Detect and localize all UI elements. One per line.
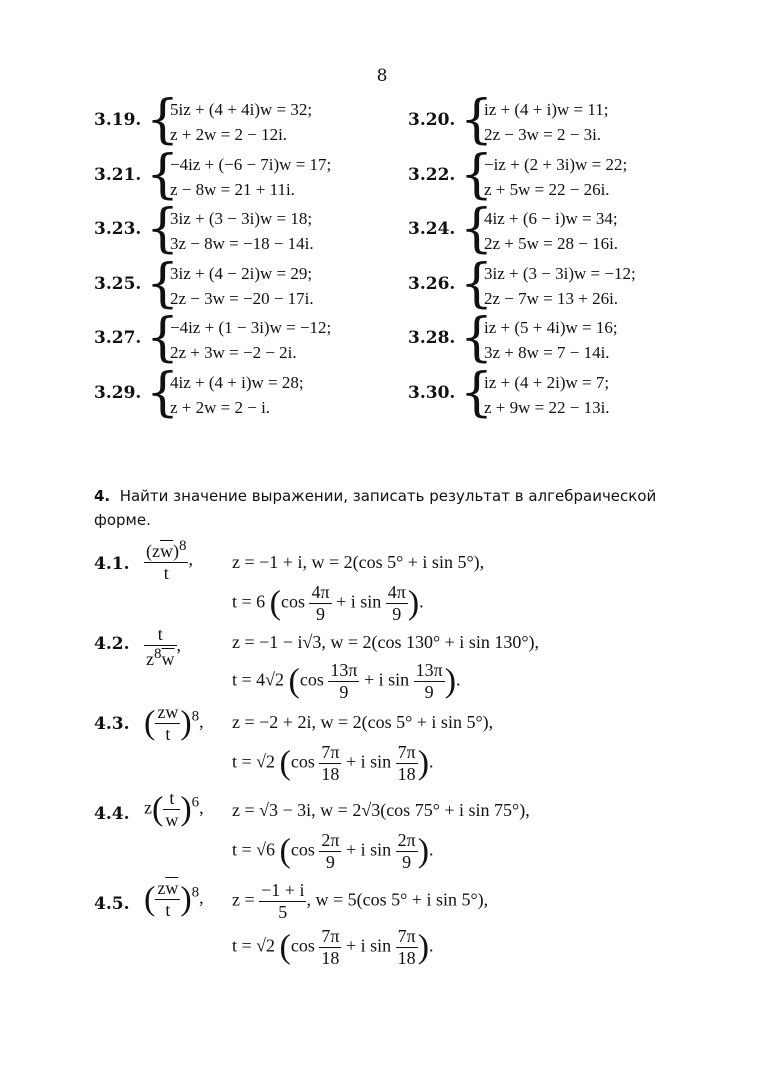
problem-number: 4.5. <box>94 894 130 914</box>
problem-given-zw: z = −2 + 2i, w = 2(cos 5° + i sin 5°), <box>232 712 494 732</box>
system-equation-2: z + 2w = 2 − i. <box>170 397 271 417</box>
system-number: 3.20. <box>408 110 456 130</box>
equation-system <box>408 253 708 314</box>
brace-symbol: { <box>146 144 180 205</box>
brace-symbol: { <box>460 308 494 368</box>
problem-given-zw: z = −1 − i√3, w = 2(cos 130° + i sin 130°), <box>232 632 540 652</box>
system-number: 3.27. <box>94 328 142 348</box>
problem-given-t: t = √6 (cos $\frac{2\pi}{9}$ + i sin $\frac{2\pi}{9}$ ). <box>232 830 434 872</box>
task-4-heading <box>94 484 674 532</box>
brace-symbol: { <box>460 253 494 314</box>
equation-system <box>408 308 708 368</box>
problem-given-t: t = √2 (cos $\frac{7\pi}{18}$ + i sin $\frac{7\pi}{18}$ ). <box>232 926 434 968</box>
brace-symbol: { <box>460 199 494 259</box>
system-equation-1: iz + (5 + 4i)w = 16; <box>484 318 618 337</box>
problem-expression: ( $\frac{z\overline{w}}{t}$ )$^8$, <box>144 878 204 920</box>
task-4-text: Найти значение выражении, записать результат в алгебраической форме. <box>94 487 657 529</box>
problem-4-1 <box>94 538 694 628</box>
system-equation-2: z + 9w = 22 − 13i. <box>484 397 610 417</box>
brace-symbol: { <box>146 253 180 314</box>
brace-symbol: { <box>146 199 180 259</box>
system-equation-2: z + 2w = 2 − 12i. <box>170 125 288 144</box>
brace-symbol: { <box>460 90 494 150</box>
system-equation-2: 2z − 7w = 13 + 26i. <box>484 288 619 308</box>
problem-4-2 <box>94 624 694 714</box>
equation-system <box>408 144 708 205</box>
equation-system <box>94 90 394 150</box>
system-equation-2: 2z + 3w = −2 − 2i. <box>170 343 297 362</box>
equation-system <box>94 253 394 314</box>
system-equation-1: −4iz + (−6 − 7i)w = 17; <box>170 154 332 174</box>
system-number: 3.21. <box>94 164 142 185</box>
problem-number: 4.4. <box>94 804 130 824</box>
problem-4-3 <box>94 704 694 794</box>
system-equation-2: 3z + 8w = 7 − 14i. <box>484 343 610 362</box>
system-equation-1: 3iz + (3 − 3i)w = 18; <box>170 209 313 228</box>
equation-system <box>408 362 708 423</box>
system-equation-1: 3iz + (3 − 3i)w = −12; <box>484 263 636 283</box>
system-number: 3.24. <box>408 219 456 239</box>
problem-4-4 <box>94 790 694 880</box>
system-equation-1: −4iz + (1 − 3i)w = −12; <box>170 318 332 337</box>
system-equation-1: 4iz + (4 + i)w = 28; <box>170 372 304 392</box>
brace-symbol: { <box>146 308 180 368</box>
problem-given-zw: z = $\frac{-1 + i}{5}$ , w = 5(cos 5° + i sin 5°), <box>232 880 489 922</box>
system-equation-1: iz + (4 + 2i)w = 7; <box>484 372 610 392</box>
system-equation-2: z − 8w = 21 + 11i. <box>170 179 295 199</box>
system-number: 3.30. <box>408 382 456 403</box>
system-equation-1: 3iz + (4 − 2i)w = 29; <box>170 263 313 283</box>
problem-given-t: t = 6 (cos $\frac{4\pi}{9}$ + i sin $\frac{4\pi}{9}$ ). <box>232 582 424 624</box>
problem-given-t: t = √2 (cos $\frac{7\pi}{18}$ + i sin $\frac{7\pi}{18}$ ). <box>232 742 434 784</box>
brace-symbol: { <box>460 362 494 423</box>
system-number: 3.29. <box>94 382 142 403</box>
problem-expression: ( $\frac{zw}{t}$ )$^8$, <box>144 702 204 744</box>
system-equation-1: −iz + (2 + 3i)w = 22; <box>484 154 628 174</box>
system-equation-2: 2z − 3w = 2 − 3i. <box>484 125 602 144</box>
system-number: 3.26. <box>408 273 456 294</box>
equation-system <box>408 199 708 259</box>
system-equation-2: 2z − 3w = −20 − 17i. <box>170 288 314 308</box>
brace-symbol: { <box>146 362 180 423</box>
system-equation-2: 2z + 5w = 28 − 16i. <box>484 234 619 253</box>
system-number: 3.28. <box>408 328 456 348</box>
brace-symbol: { <box>460 144 494 205</box>
problem-given-zw: z = −1 + i, w = 2(cos 5° + i sin 5°), <box>232 552 485 572</box>
brace-symbol: { <box>146 90 180 150</box>
system-equation-1: iz + (4 + i)w = 11; <box>484 100 609 119</box>
system-number: 3.19. <box>94 110 142 130</box>
equation-system <box>94 144 394 205</box>
system-equation-2: 3z − 8w = −18 − 14i. <box>170 234 314 253</box>
equation-system <box>94 308 394 368</box>
problem-4-5 <box>94 878 694 978</box>
system-number: 3.25. <box>94 273 142 294</box>
equation-system <box>94 362 394 423</box>
system-equation-1: 4iz + (6 − i)w = 34; <box>484 209 618 228</box>
system-number: 3.23. <box>94 219 142 239</box>
equation-system <box>94 199 394 259</box>
page-number: 8 <box>376 66 388 86</box>
problem-expression: $\frac{(z\overline{w})^8}{t}$ , <box>146 538 193 583</box>
problem-number: 4.3. <box>94 714 130 734</box>
task-4-number: 4. <box>94 487 111 505</box>
system-equation-1: 5iz + (4 + 4i)w = 32; <box>170 100 313 119</box>
system-equation-2: z + 5w = 22 − 26i. <box>484 179 610 199</box>
problem-expression: z( $\frac{t}{w}$ )$^6$, <box>144 788 204 830</box>
system-number: 3.22. <box>408 164 456 185</box>
problem-given-t: t = 4√2 (cos $\frac{13\pi}{9}$ + i sin $\frac{13\pi}{9}$ ). <box>232 660 461 702</box>
problem-given-zw: z = √3 − 3i, w = 2√3(cos 75° + i sin 75°), <box>232 800 530 820</box>
problem-expression: $\frac{t}{z^8\overline{w}}$ , <box>146 624 181 669</box>
problem-number: 4.2. <box>94 634 130 654</box>
problem-number: 4.1. <box>94 554 130 574</box>
equation-system <box>408 90 708 150</box>
